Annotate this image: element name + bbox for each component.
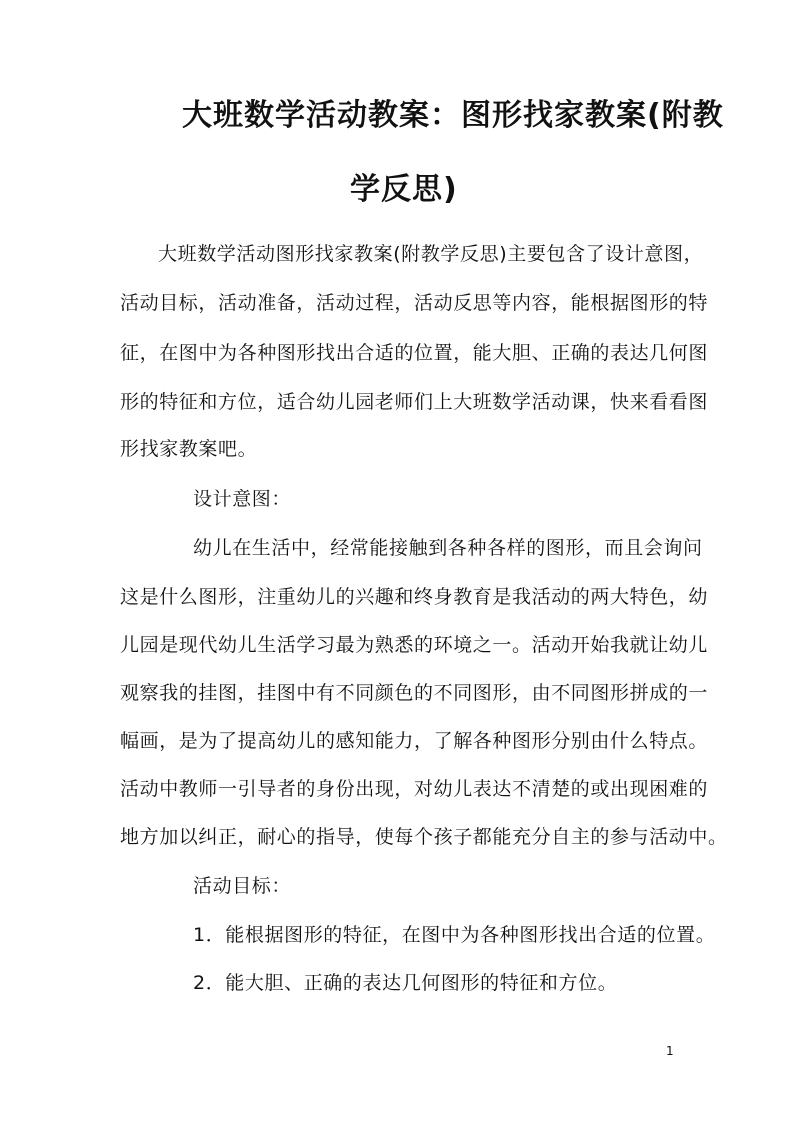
design-line-1: 幼儿在生活中，经常能接触到各种各样的图形，而且会询问 [193,537,703,559]
page-title-line-1: 大班数学活动教案：图形找家教案(附教 [182,98,724,133]
intro-line-1: 大班数学活动图形找家教案(附教学反思)主要包含了设计意图， [158,243,704,265]
goal-item-1: 1．能根据图形的特征，在图中为各种图形找出合适的位置。 [193,924,716,946]
intro-line-5: 形找家教案吧。 [120,438,258,460]
intro-line-4: 形的特征和方位，适合幼儿园老师们上大班数学活动课，快来看看图 [120,391,709,413]
goals-heading: 活动目标： [193,875,292,897]
design-heading: 设计意图： [193,488,292,510]
design-line-4: 观察我的挂图，挂图中有不同颜色的不同图形，由不同图形拼成的一 [120,682,709,704]
page-number: 1 [666,1044,674,1058]
design-line-6: 活动中教师一引导者的身份出现，对幼儿表达不清楚的或出现困难的 [120,778,709,800]
intro-line-3: 征，在图中为各种图形找出合适的位置，能大胆、正确的表达几何图 [120,342,709,364]
goal-item-2: 2．能大胆、正确的表达几何图形的特征和方位。 [193,972,618,994]
design-line-3: 儿园是现代幼儿生活学习最为熟悉的环境之一。活动开始我就让幼儿 [120,634,709,656]
page-title-line-2: 学反思) [350,172,458,207]
design-line-7: 地方加以纠正，耐心的指导，使每个孩子都能充分自主的参与活动中。 [120,826,728,848]
intro-line-2: 活动目标，活动准备，活动过程，活动反思等内容，能根据图形的特 [120,292,709,314]
design-line-5: 幅画，是为了提高幼儿的感知能力，了解各种图形分别由什么特点。 [120,730,709,752]
design-line-2: 这是什么图形，注重幼儿的兴趣和终身教育是我活动的两大特色，幼 [120,586,709,608]
